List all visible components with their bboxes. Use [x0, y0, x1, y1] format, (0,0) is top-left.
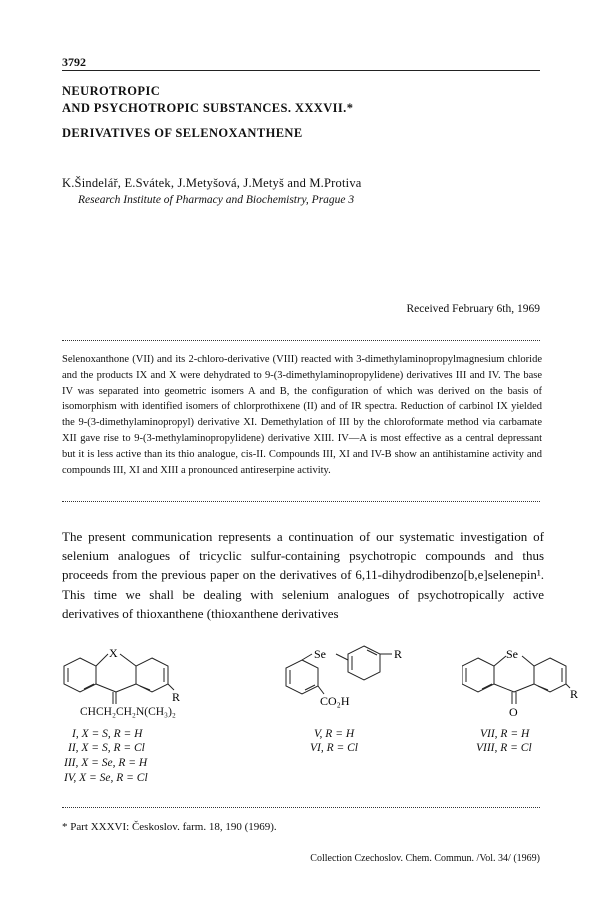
s2-r-label: R — [394, 647, 403, 661]
header-rule — [62, 70, 540, 71]
s2-label-2: VI, R = Cl — [310, 742, 359, 754]
s1-label-4: IV, X = Se, R = Cl — [64, 772, 148, 784]
institution: Research Institute of Pharmacy and Biochemistry, Prague 3 — [78, 194, 355, 206]
journal-citation: Collection Czechoslov. Chem. Commun. /Vol. 34/ (1969) — [310, 853, 540, 864]
s3-label-2: VIII, R = Cl — [476, 742, 532, 754]
body-paragraph: The present communication represents a continuation of our systematic investigation of selenium analogues of tricyclic sulfur-containing psychotropic compounds and thus proceeds from the previous paper on the derivatives of 6,11-dihydrodibenzo[b,e]selenepin¹. This time we shall be dealing with selenium analogues of psychotropically active derivatives of thioxanthene (thioxanthene derivatives — [62, 529, 544, 621]
footnote: * Part XXXVI: Českoslov. farm. 18, 190 (1969). — [62, 821, 277, 833]
title-line-3: DERIVATIVES OF SELENOXANTHENE — [62, 126, 303, 140]
s1-label-1: I, X = S, R = H — [72, 728, 143, 740]
s2-acid-label: CO₂H — [320, 694, 350, 708]
structure-2-diagram — [272, 642, 422, 710]
abstract: Selenoxanthone (VII) and its 2-chloro-derivative (VIII) reacted with 3-dimethylaminopropylmagnesium chloride and the products IX and X were dehydrated to 9-(3-dimethylaminopropylidene) derivatives III and IV. The base IV was separated into geometric isomers A and B, the configuration of which was derived on the basis of isomorphism with identified isomers of chlorprothixene (II) and of IR spectra. Reduction of carbinol IX yielded the 9-(3-dimethylaminopropyl) derivative XI. Demethylation of III by the chloroformate method via carbamate XII gave rise to 9-(3-methylaminopropylidene) derivative XIII. IV—A is most effective as a central depressant but it is less active than its thio analogue, cis-II. Compounds III, XI and IV-B show an antihistamine activity and compounds III, XI and XIII a pronounced antireserpine activity. — [62, 354, 542, 476]
title-line-2: AND PSYCHOTROPIC SUBSTANCES. XXXVII.* — [62, 101, 354, 115]
s1-x-label: X — [109, 646, 118, 660]
page-number: 3792 — [62, 55, 86, 69]
title-line-1: NEUROTROPIC — [62, 84, 161, 98]
structure-3-diagram — [462, 644, 582, 720]
s1-r-label: R — [172, 690, 181, 704]
abstract-rule-top — [62, 340, 540, 341]
abstract-rule-bottom — [62, 501, 540, 502]
received-date: Received February 6th, 1969 — [406, 303, 540, 315]
s3-r-label: R — [570, 687, 579, 701]
s1-label-2: II, X = S, R = Cl — [68, 742, 145, 754]
s2-se-label: Se — [314, 647, 326, 661]
footnote-rule — [62, 807, 540, 808]
s3-o-label: O — [509, 705, 518, 719]
s1-label-3: III, X = Se, R = H — [64, 757, 148, 769]
s2-label-1: V, R = H — [314, 728, 355, 740]
s1-chain: CHCH₂CH₂N(CH₃)₂ — [80, 706, 176, 718]
s3-label-1: VII, R = H — [480, 728, 530, 740]
authors: K.Šindelář, E.Svátek, J.Metyšová, J.Metyš and M.Protiva — [62, 176, 362, 190]
s3-se-label: Se — [506, 647, 518, 661]
